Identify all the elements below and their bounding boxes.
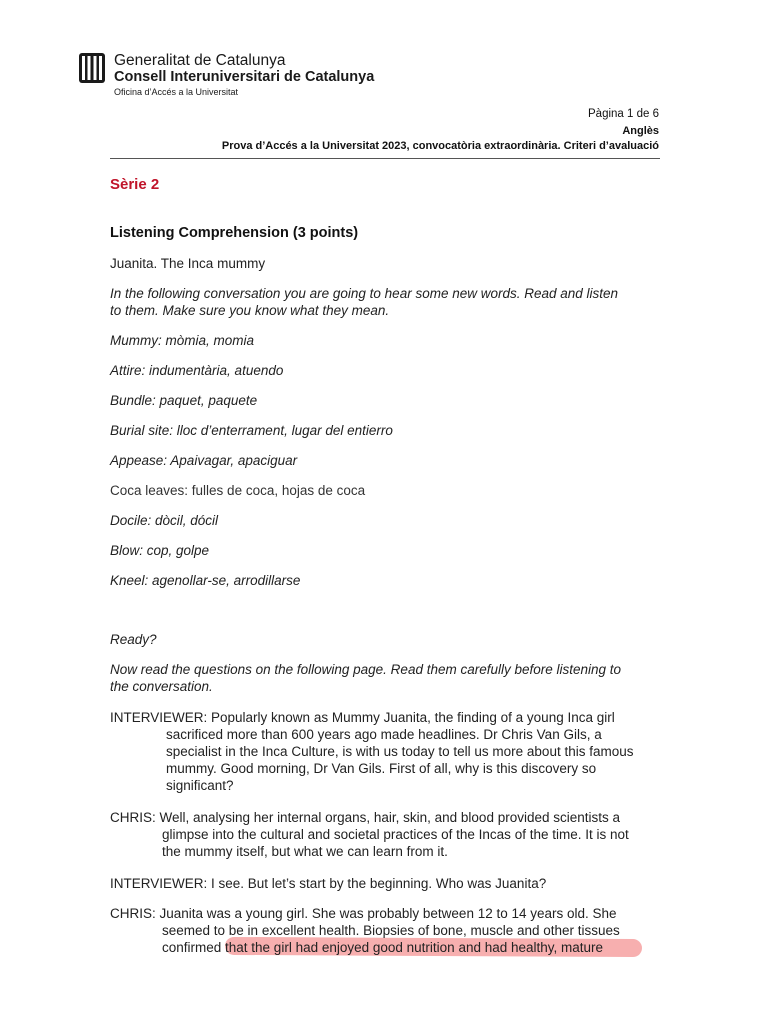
vocab-item: Appease: Apaivagar, apaciguar [110, 453, 298, 468]
dialogue-line: glimpse into the cultural and societal practices of the Incas of the time. It is not [162, 827, 629, 842]
page-number: Pàgina 1 de 6 [588, 108, 659, 120]
instruction-line: the conversation. [110, 679, 213, 694]
dialogue-line: mummy. Good morning, Dr Van Gils. First of all, why is this discovery so [166, 761, 597, 776]
dialogue-turn [110, 875, 670, 892]
intro-line: In the following conversation you are going to hear some new words. Read and listen [110, 286, 619, 301]
org-name-line3: Oficina d’Accés a la Universitat [114, 87, 239, 97]
dialogue-line: INTERVIEWER: Popularly known as Mummy Juanita, the finding of a young Inca girl [110, 710, 615, 725]
story-title: Juanita. The Inca mummy [110, 256, 266, 271]
intro-paragraph [110, 285, 670, 319]
ready-prompt: Ready? [110, 632, 157, 647]
subject-label: Anglès [622, 125, 659, 137]
dialogue-line: significant? [166, 778, 234, 793]
dialogue-line: seemed to be in excellent health. Biopsies of bone, muscle and other tissues [162, 923, 620, 938]
vocab-item: Mummy: mòmia, momia [110, 333, 255, 348]
vocab-item: Attire: indumentària, atuendo [110, 363, 284, 378]
exam-title: Prova d’Accés a la Universitat 2023, convocatòria extraordinària. Criteri d’avaluació [221, 140, 659, 152]
org-name-line1: Generalitat de Catalunya [114, 52, 286, 69]
vocab-item: Docile: dòcil, dócil [110, 513, 219, 528]
dialogue-turn [110, 809, 670, 860]
dialogue-line: INTERVIEWER: I see. But let’s start by the beginning. Who was Juanita? [110, 876, 547, 891]
dialogue-line: the mummy itself, but what we can learn from it. [162, 844, 448, 859]
dialogue-line: specialist in the Inca Culture, is with us today to tell us more about this famous [166, 744, 634, 759]
dialogue-line: CHRIS: Juanita was a young girl. She was probably between 12 to 14 years old. She [110, 906, 617, 921]
vocab-item: Kneel: agenollar-se, arrodillarse [110, 573, 301, 588]
dialogue-turn [110, 905, 670, 956]
instruction-paragraph [110, 661, 670, 695]
instruction-line: Now read the questions on the following page. Read them carefully before listening to [110, 662, 622, 677]
dialogue-line: confirmed that the girl had enjoyed good nutrition and had healthy, mature [162, 940, 604, 955]
vocab-item: Coca leaves: fulles de coca, hojas de coca [110, 483, 366, 498]
header-divider [110, 158, 660, 159]
vocab-item: Bundle: paquet, paquete [110, 393, 258, 408]
dialogue-line: CHRIS: Well, analysing her internal organs, hair, skin, and blood provided scientists a [110, 810, 621, 825]
dialogue-turn [110, 709, 670, 794]
org-name-line2: Consell Interuniversitari de Catalunya [114, 69, 375, 85]
section-title: Listening Comprehension (3 points) [110, 225, 359, 241]
generalitat-logo-icon [79, 53, 105, 83]
intro-line: to them. Make sure you know what they mean. [110, 303, 390, 318]
vocab-item: Burial site: lloc d’enterrament, lugar del entierro [110, 423, 393, 438]
serie-heading: Sèrie 2 [110, 176, 160, 193]
dialogue-line: sacrificed more than 600 years ago made headlines. Dr Chris Van Gils, a [166, 727, 602, 742]
vocab-item: Blow: cop, golpe [110, 543, 210, 558]
